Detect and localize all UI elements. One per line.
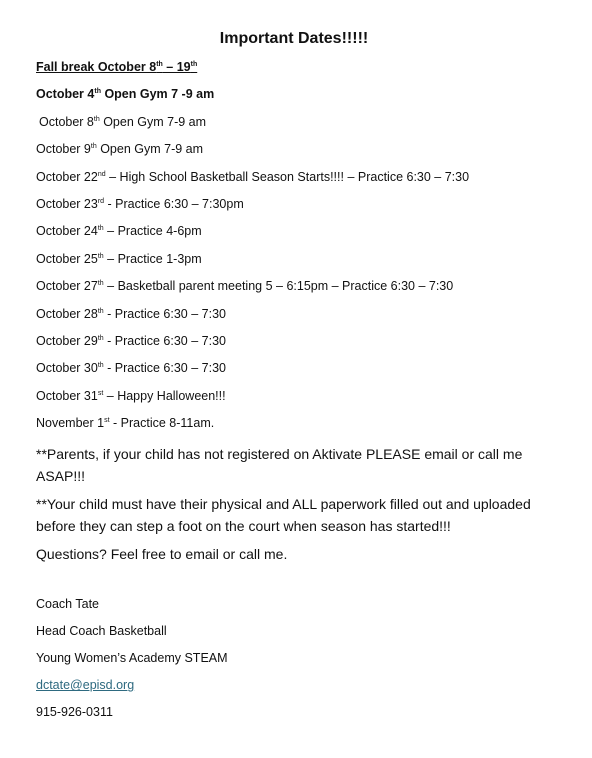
date-text: October 4 [36,87,95,102]
date-suffix: th [97,280,104,288]
date-suffix: th [97,334,104,342]
date-line [36,224,556,238]
date-suffix: st [104,417,110,425]
date-event: - Practice 6:30 – 7:30 [103,361,226,376]
date-suffix: rd [97,197,105,205]
fall-break-text: Fall break October 8 [36,60,157,74]
date-suffix: th [97,225,104,233]
date-suffix: th [97,362,104,370]
date-text: October 22 [36,169,98,184]
date-line [36,87,556,101]
paperwork-note: **Your child must have their physical and ALL paperwork filled out and uploaded before they can step a foot on the court when season has started!!! [36,496,531,535]
date-text: October 27 [36,279,98,294]
date-line [36,361,556,375]
date-event: - Practice 6:30 – 7:30 [103,333,226,348]
date-suffix: th [90,143,97,151]
date-line [36,279,556,293]
signature-phone: 915-926-0311 [36,705,113,720]
date-event: – Happy Halloween!!! [103,388,226,403]
date-text: October 25 [36,251,98,266]
date-event: Open Gym 7 -9 am [100,87,215,102]
date-text: October 28 [36,306,98,321]
date-text: October 30 [36,361,98,376]
date-event: – Practice 1-3pm [103,251,202,266]
fall-break-text-2: – 19 [162,60,191,74]
registration-note: **Parents, if your child has not registered on Aktivate PLEASE email or call me ASAP!!! [36,446,523,485]
date-event: – High School Basketball Season Starts!!!! – Practice 6:30 – 7:30 [105,169,470,184]
date-line [36,416,556,430]
date-line [36,170,556,184]
date-text: November 1 [36,416,105,431]
date-event: – Practice 4-6pm [103,224,202,239]
date-line [36,307,556,321]
date-event: Open Gym 7-9 am [99,114,207,129]
date-line [36,197,556,211]
date-suffix: th [94,88,101,96]
document-body [36,30,556,732]
date-line [36,142,556,156]
date-line [36,115,556,129]
date-event: - Practice 6:30 – 7:30 [103,306,226,321]
date-text: October 23 [36,196,98,211]
signature-name: Coach Tate [36,597,100,612]
date-text: October 9 [36,142,91,157]
date-suffix: th [93,115,100,123]
date-suffix: st [97,389,104,397]
date-text: October 31 [36,388,98,403]
date-text: October 24 [36,224,98,239]
fall-break-line [36,60,556,74]
date-event: - Practice 8-11am. [109,416,215,431]
signature-role: Head Coach Basketball [36,624,167,639]
date-suffix: nd [97,170,106,178]
date-event: - Practice 6:30 – 7:30pm [104,196,244,211]
signature-school: Young Women’s Academy STEAM [36,651,228,666]
date-line [36,252,556,266]
email-link[interactable]: dctate@episd.org [36,678,135,693]
date-text: October 29 [36,333,98,348]
questions-line: Questions? Feel free to email or call me. [36,546,288,563]
date-suffix: th [97,252,104,260]
date-line [36,389,556,403]
fall-break-sup-1: th [156,61,163,68]
date-line [36,334,556,348]
fall-break-sup-2: th [190,61,198,68]
date-suffix: th [97,307,104,315]
page-title: Important Dates!!!!! [219,30,369,47]
date-event: Open Gym 7-9 am [96,142,204,157]
date-event: – Basketball parent meeting 5 – 6:15pm – Practice 6:30 – 7:30 [103,279,454,294]
date-text: October 8 [39,114,94,129]
